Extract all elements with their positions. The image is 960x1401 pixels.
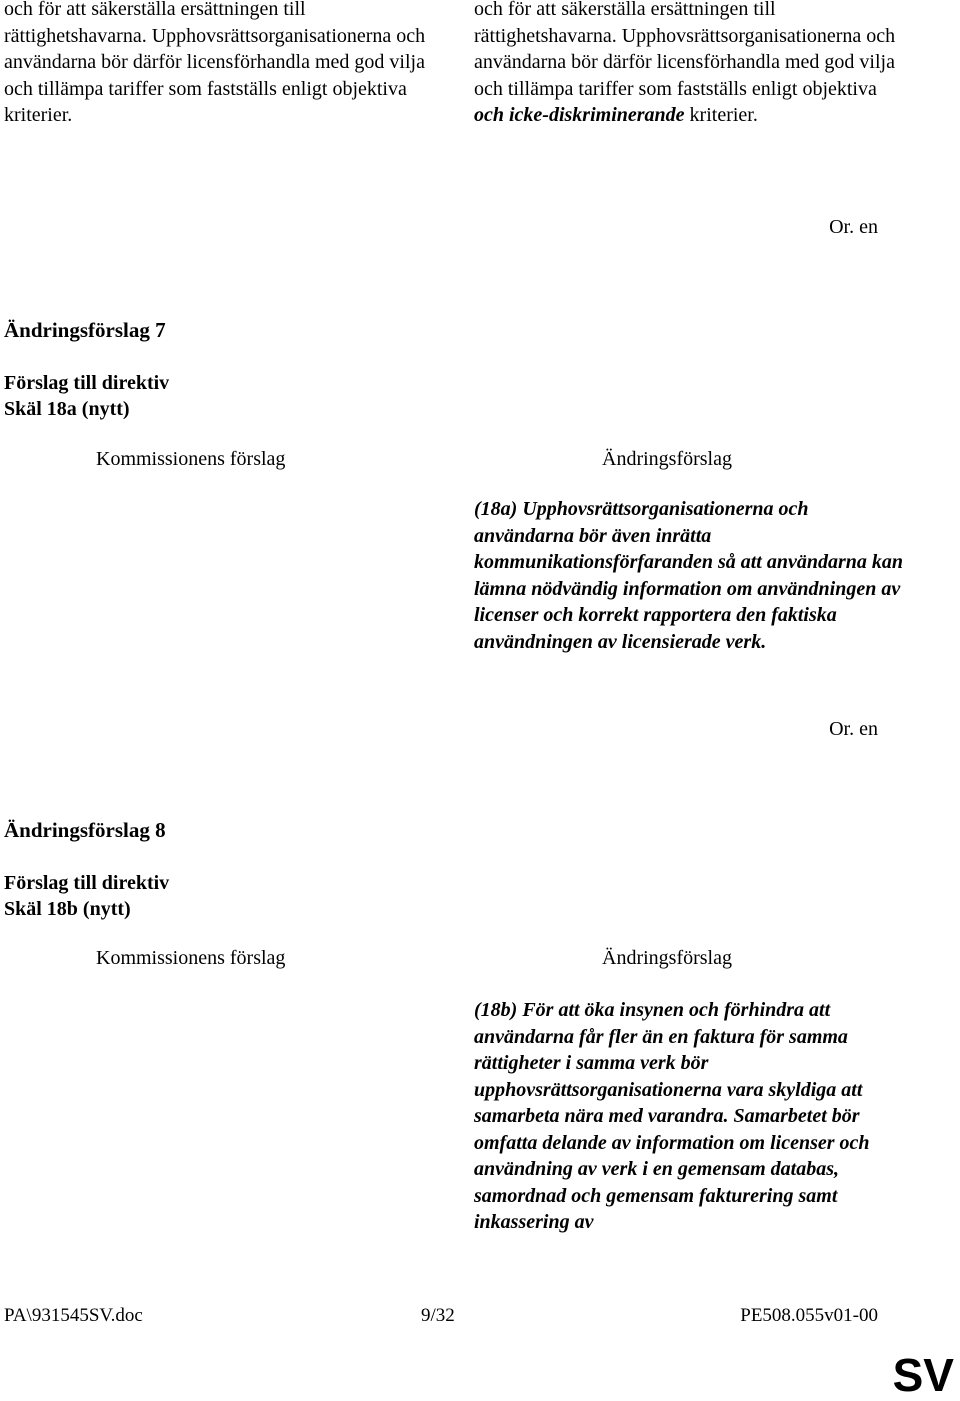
left-column-continuation: och för att säkerställa ersättningen till rättighetshavarna. Upphovsrättsorganisationerna och användarna bör därför licensförhandla med god vilja och tillämpa tariffer som fastställs enligt objektiva kriterier. — [4, 0, 426, 126]
right-text-after: kriterier. — [684, 104, 758, 126]
commission-proposal-header: Kommissionens förslag — [96, 947, 286, 969]
proposal-line: Förslag till direktiv — [4, 872, 170, 894]
footer-doc-ref: PA\931545SV.doc — [4, 1305, 143, 1326]
language-code: SV — [892, 1349, 954, 1401]
recital-reference: Skäl 18b (nytt) — [4, 898, 131, 920]
footer-pe-ref: PE508.055v01-00 — [740, 1305, 878, 1326]
commission-proposal-header: Kommissionens förslag — [96, 448, 286, 470]
added-text: och icke-diskriminerande — [474, 104, 685, 126]
proposal-line: Förslag till direktiv — [4, 372, 170, 394]
right-text-before: och för att säkerställa ersättningen till rättighetshavarna. Upphovsrättsorganisationerna och användarna bör därför licensförhandla med god vilja och tillämpa tariffer som fastställs enligt objektiva — [474, 0, 896, 100]
amendment-text: (18a) Upphovsrättsorganisationerna och användarna bör även inrätta kommunikationsförfaranden så att användarna kan lämna nödvändig information om användningen av licenser och korrekt rapportera den faktiska användningen av licensierade verk. — [474, 498, 903, 653]
amendment-header: Ändringsförslag — [602, 448, 732, 470]
right-column-continuation — [474, 0, 904, 129]
original-language: Or. en — [829, 216, 878, 238]
recital-reference: Skäl 18a (nytt) — [4, 398, 130, 420]
amendment-text: (18b) För att öka insynen och förhindra att användarna får fler än en faktura för samma rättigheter i samma verk bör upphovsrättsorganisationerna vara skyldiga att samarbeta nära med varandra. Samarbetet bör omfatta delande av information om licenser och användning av verk i en gemensam databas, samordnad och gemensam fakturering samt inkassering av — [474, 999, 870, 1233]
amendment-header: Ändringsförslag — [602, 947, 732, 969]
footer-page-number: 9/32 — [421, 1305, 455, 1326]
amendment-title: Ändringsförslag 8 — [4, 818, 166, 842]
amendment-title: Ändringsförslag 7 — [4, 318, 166, 342]
original-language: Or. en — [829, 718, 878, 740]
